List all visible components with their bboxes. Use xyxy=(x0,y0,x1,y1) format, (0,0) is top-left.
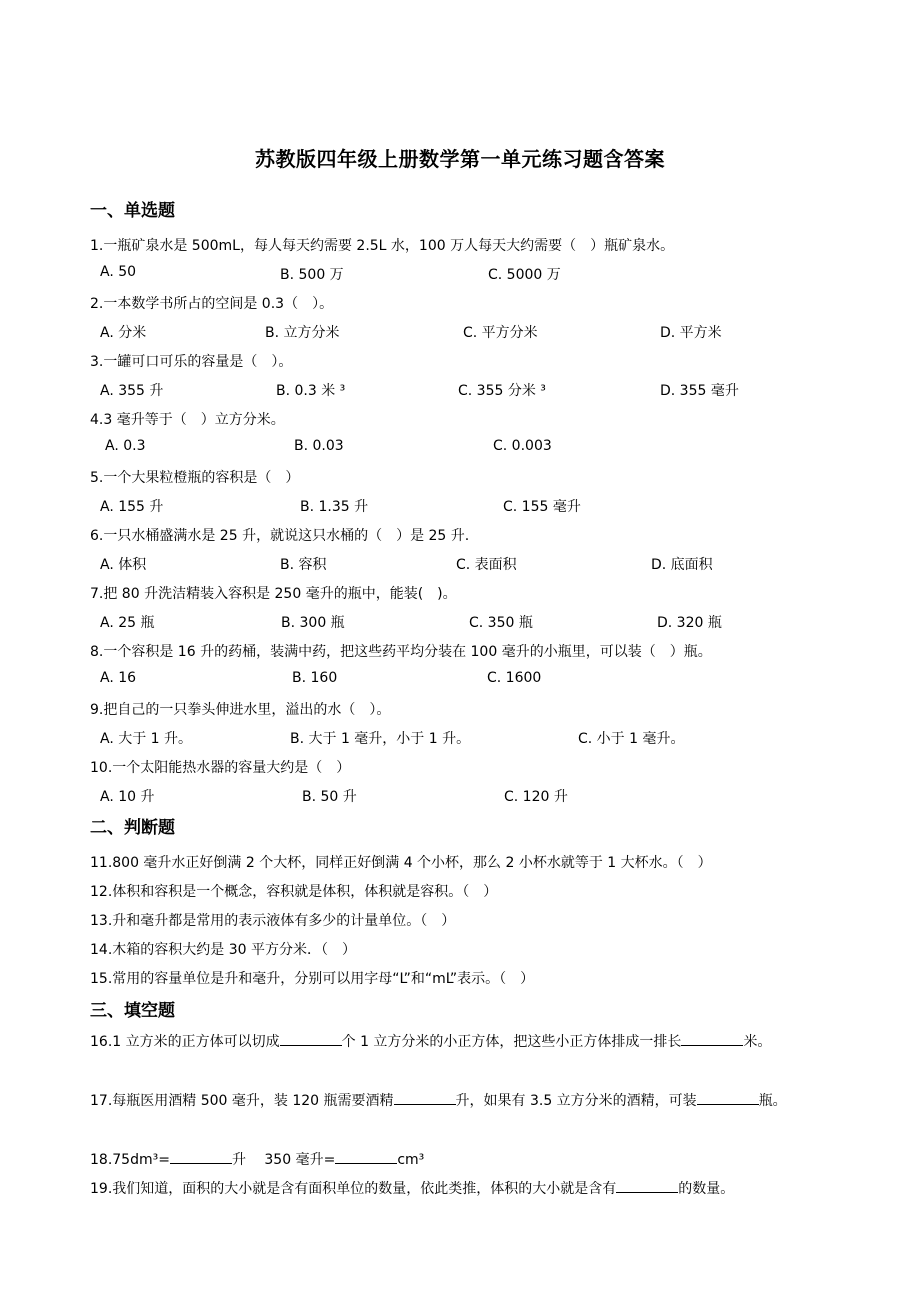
option-3a: A. 355 升 xyxy=(100,383,164,399)
question-19 xyxy=(90,1175,830,1203)
option-6b: B. 容积 xyxy=(280,557,327,573)
option-9a: A. 大于 1 升。 xyxy=(100,731,193,747)
option-1b: B. 500 万 xyxy=(280,267,344,283)
answer-blank xyxy=(170,1149,232,1164)
question-6: 6.一只水桶盛满水是 25 升，就说这只水桶的（ ）是 25 升. xyxy=(90,528,470,544)
options-1 xyxy=(100,264,860,284)
options-10 xyxy=(100,786,860,806)
option-5a: A. 155 升 xyxy=(100,499,164,515)
option-5b: B. 1.35 升 xyxy=(300,499,369,515)
option-4b: B. 0.03 xyxy=(294,438,344,454)
q16-part3: 米。 xyxy=(743,1034,772,1050)
question-1: 1.一瓶矿泉水是 500mL，每人每天约需要 2.5L 水，100 万人每天大约需要（ ）瓶矿泉水。 xyxy=(90,238,675,254)
section-heading-single-choice: 一、单选题 xyxy=(90,201,175,221)
question-7: 7.把 80 升洗洁精装入容积是 250 毫升的瓶中，能装( )。 xyxy=(90,586,457,602)
option-4c: C. 0.003 xyxy=(493,438,552,454)
answer-blank xyxy=(280,1031,342,1046)
question-9: 9.把自己的一只拳头伸进水里，溢出的水（ ）。 xyxy=(90,702,391,718)
option-7d: D. 320 瓶 xyxy=(657,615,722,631)
option-9b: B. 大于 1 毫升，小于 1 升。 xyxy=(290,731,471,747)
option-4a: A. 0.3 xyxy=(105,438,146,454)
question-8: 8.一个容积是 16 升的药桶，装满中药，把这些药平均分装在 100 毫升的小瓶里，可以装（ ）瓶。 xyxy=(90,644,712,660)
option-7a: A. 25 瓶 xyxy=(100,615,155,631)
question-13: 13.升和毫升都是常用的表示液体有多少的计量单位。（ ） xyxy=(90,913,456,929)
question-11: 11.800 毫升水正好倒满 2 个大杯，同样正好倒满 4 个小杯，那么 2 小杯水就等于 1 大杯水。（ ） xyxy=(90,855,712,871)
q17-part2: 升，如果有 3.5 立方分米的酒精，可装 xyxy=(455,1093,697,1109)
q19-part2: 的数量。 xyxy=(678,1181,735,1197)
options-9 xyxy=(100,728,860,748)
option-2c: C. 平方分米 xyxy=(463,325,538,341)
options-5 xyxy=(100,496,860,516)
q18-part3: cm³ xyxy=(397,1152,425,1168)
option-5c: C. 155 毫升 xyxy=(503,499,581,515)
option-2b: B. 立方分米 xyxy=(265,325,340,341)
option-1a: A. 50 xyxy=(100,264,137,280)
options-8 xyxy=(100,670,860,690)
question-4: 4.3 毫升等于（ ）立方分米。 xyxy=(90,412,285,428)
options-2 xyxy=(100,322,860,342)
option-8b: B. 160 xyxy=(292,670,338,686)
page-title: 苏教版四年级上册数学第一单元练习题含答案 xyxy=(255,147,665,171)
options-7 xyxy=(100,612,860,632)
section-heading-fill-in: 三、填空题 xyxy=(90,1001,175,1021)
answer-blank xyxy=(616,1178,678,1193)
option-2d: D. 平方米 xyxy=(660,325,722,341)
question-5: 5.一个大果粒橙瓶的容积是（ ） xyxy=(90,470,300,486)
answer-blank xyxy=(697,1090,759,1105)
option-2a: A. 分米 xyxy=(100,325,147,341)
answer-blank xyxy=(335,1149,397,1164)
option-6a: A. 体积 xyxy=(100,557,147,573)
section-heading-true-false: 二、判断题 xyxy=(90,818,175,838)
option-10c: C. 120 升 xyxy=(504,789,568,805)
q18-part1: 18.75dm³= xyxy=(90,1152,170,1168)
option-8c: C. 1600 xyxy=(487,670,542,686)
option-10a: A. 10 升 xyxy=(100,789,155,805)
question-12: 12.体积和容积是一个概念，容积就是体积，体积就是容积。（ ） xyxy=(90,884,498,900)
option-8a: A. 16 xyxy=(100,670,137,686)
question-3: 3.一罐可口可乐的容量是（ ）。 xyxy=(90,354,293,370)
option-10b: B. 50 升 xyxy=(302,789,357,805)
options-4 xyxy=(100,438,860,458)
option-7c: C. 350 瓶 xyxy=(469,615,533,631)
question-14: 14.木箱的容积大约是 30 平方分米．（ ） xyxy=(90,942,356,958)
q18-part2: 升 350 毫升= xyxy=(231,1152,336,1168)
question-10: 10.一个太阳能热水器的容量大约是（ ） xyxy=(90,760,351,776)
options-6 xyxy=(100,554,860,574)
q17-part3: 瓶。 xyxy=(758,1093,787,1109)
option-7b: B. 300 瓶 xyxy=(281,615,345,631)
question-16 xyxy=(90,1028,830,1056)
option-3d: D. 355 毫升 xyxy=(660,383,739,399)
answer-blank xyxy=(681,1031,743,1046)
question-18 xyxy=(90,1146,830,1174)
options-3 xyxy=(100,380,860,400)
question-2: 2.一本数学书所占的空间是 0.3（ ）。 xyxy=(90,296,334,312)
q17-part1: 17.每瓶医用酒精 500 毫升，装 120 瓶需要酒精 xyxy=(90,1093,394,1109)
option-6d: D. 底面积 xyxy=(651,557,713,573)
option-3b: B. 0.3 米 ³ xyxy=(276,383,346,399)
option-1c: C. 5000 万 xyxy=(488,267,561,283)
question-17 xyxy=(90,1087,830,1115)
option-9c: C. 小于 1 毫升。 xyxy=(578,731,685,747)
option-6c: C. 表面积 xyxy=(456,557,517,573)
answer-blank xyxy=(394,1090,456,1105)
q16-part1: 16.1 立方米的正方体可以切成 xyxy=(90,1034,280,1050)
q19-part1: 19.我们知道，面积的大小就是含有面积单位的数量，依此类推，体积的大小就是含有 xyxy=(90,1181,617,1197)
option-3c: C. 355 分米 ³ xyxy=(458,383,546,399)
q16-part2: 个 1 立方分米的小正方体，把这些小正方体排成一排长 xyxy=(341,1034,682,1050)
question-15: 15.常用的容量单位是升和毫升，分别可以用字母“L”和“mL”表示。（ ） xyxy=(90,971,535,987)
